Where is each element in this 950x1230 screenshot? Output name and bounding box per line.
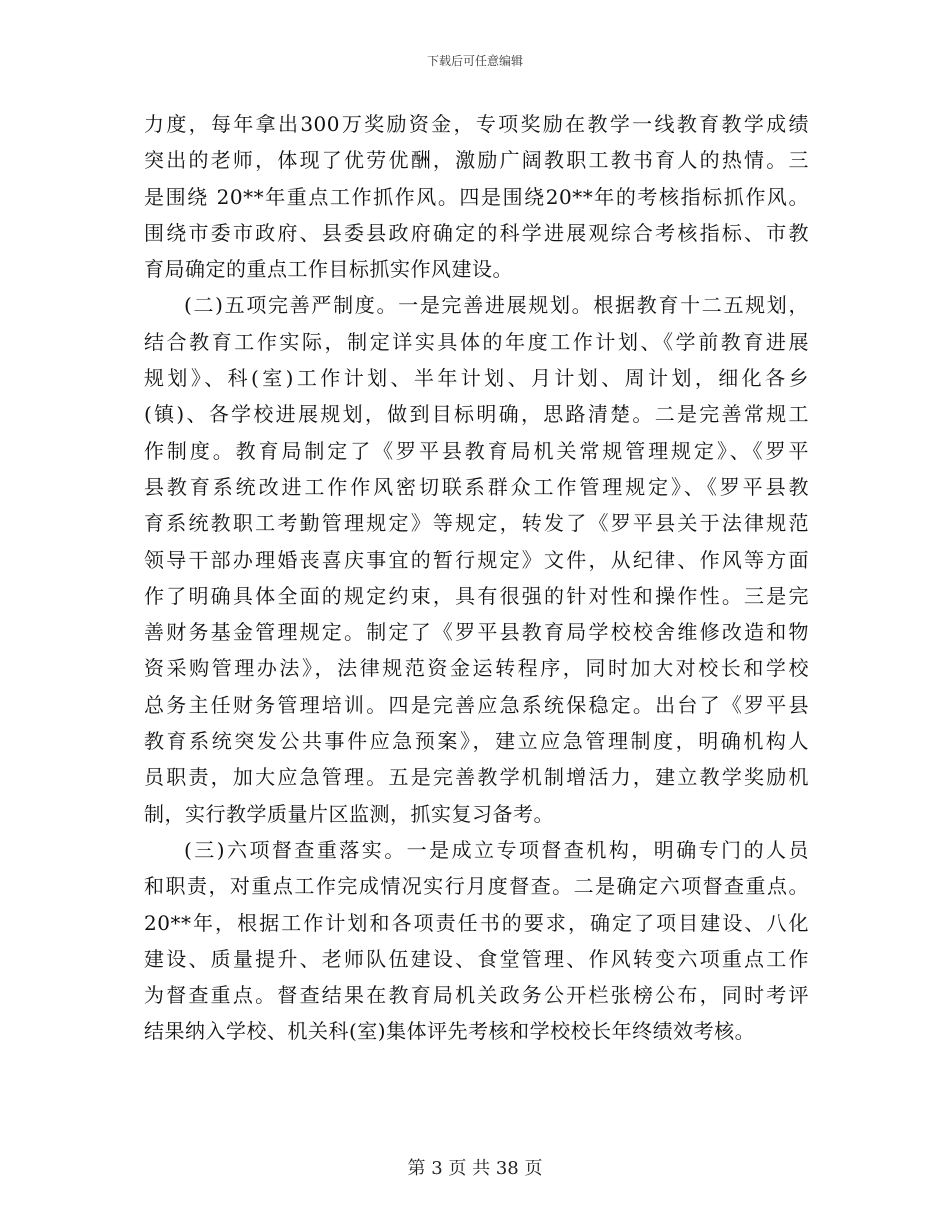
text-line: 教育系统突发公共事件应急预案》，建立应急管理制度，明确机构人 [144,729,809,754]
text-line: 育系统教职工考勤管理规定》等规定，转发了《罗平县关于法律规范 [144,511,809,536]
text-line: 总务主任财务管理培训。四是完善应急系统保稳定。出台了《罗平县 [144,692,809,717]
text-line: 规划》、科(室)工作计划、半年计划、月计划、周计划，细化各乡 [144,366,809,391]
text-line: 力度，每年拿出300万奖励资金，专项奖励在教学一线教育教学成绩 [144,112,809,136]
text-line: 结合教育工作实际，制定详实具体的年度工作计划、《学前教育进展 [144,329,809,354]
text-line: (三)六项督查重落实。一是成立专项督查机构，明确专门的人员 [184,837,809,862]
text-line: 突出的老师，体现了优劳优酬，激励广阔教职工教书育人的热情。三 [144,148,809,173]
text-line: 作制度。教育局制定了《罗平县教育局机关常规管理规定》、《罗平 [144,438,809,463]
text-line: 围绕市委市政府、县委县政府确定的科学进展观综合考核指标、市教 [144,220,809,245]
text-line: 是围绕 20**年重点工作抓作风。四是围绕20**年的考核指标抓作风。 [144,184,809,209]
text-line: 县教育系统改进工作作风密切联系群众工作管理规定》、《罗平县教 [144,474,809,499]
text-line: (二)五项完善严制度。一是完善进展规划。根据教育十二五规划， [184,293,809,318]
text-line: 资采购管理办法》，法律规范资金运转程序，同时加大对校长和学校 [144,656,809,681]
text-line: 善财务基金管理规定。制定了《罗平县教育局学校校舍维修改造和物 [144,620,809,645]
page-footer: 第 3 页 共 38 页 [407,1158,543,1179]
text-line: (镇)、各学校进展规划，做到目标明确，思路清楚。二是完善常规工 [144,402,809,427]
page-header: 下载后可任意编辑 [426,54,523,68]
text-line: 作了明确具体全面的规定约束，具有很强的针对性和操作性。三是完 [144,583,809,608]
text-line: 建设、质量提升、老师队伍建设、食堂管理、作风转变六项重点工作 [144,946,809,971]
document-body [144,106,809,1050]
text-line: 为督查重点。督查结果在教育局机关政务公开栏张榜公布，同时考评 [144,983,809,1008]
text-line: 领导干部办理婚丧喜庆事宜的暂行规定》文件，从纪律、作风等方面 [144,547,809,572]
text-line: 和职责，对重点工作完成情况实行月度督查。二是确定六项督查重点。 [144,874,809,899]
text-line: 员职责，加大应急管理。五是完善教学机制增活力，建立教学奖励机 [144,765,809,790]
text-line: 20**年，根据工作计划和各项责任书的要求，确定了项目建设、八化 [144,910,809,935]
text-line: 结果纳入学校、机关科(室)集体评先考核和学校校长年终绩效考核。 [144,1019,756,1044]
text-line: 制，实行教学质量片区监测，抓实复习备考。 [144,801,554,826]
text-line: 育局确定的重点工作目标抓实作风建设。 [144,257,513,282]
